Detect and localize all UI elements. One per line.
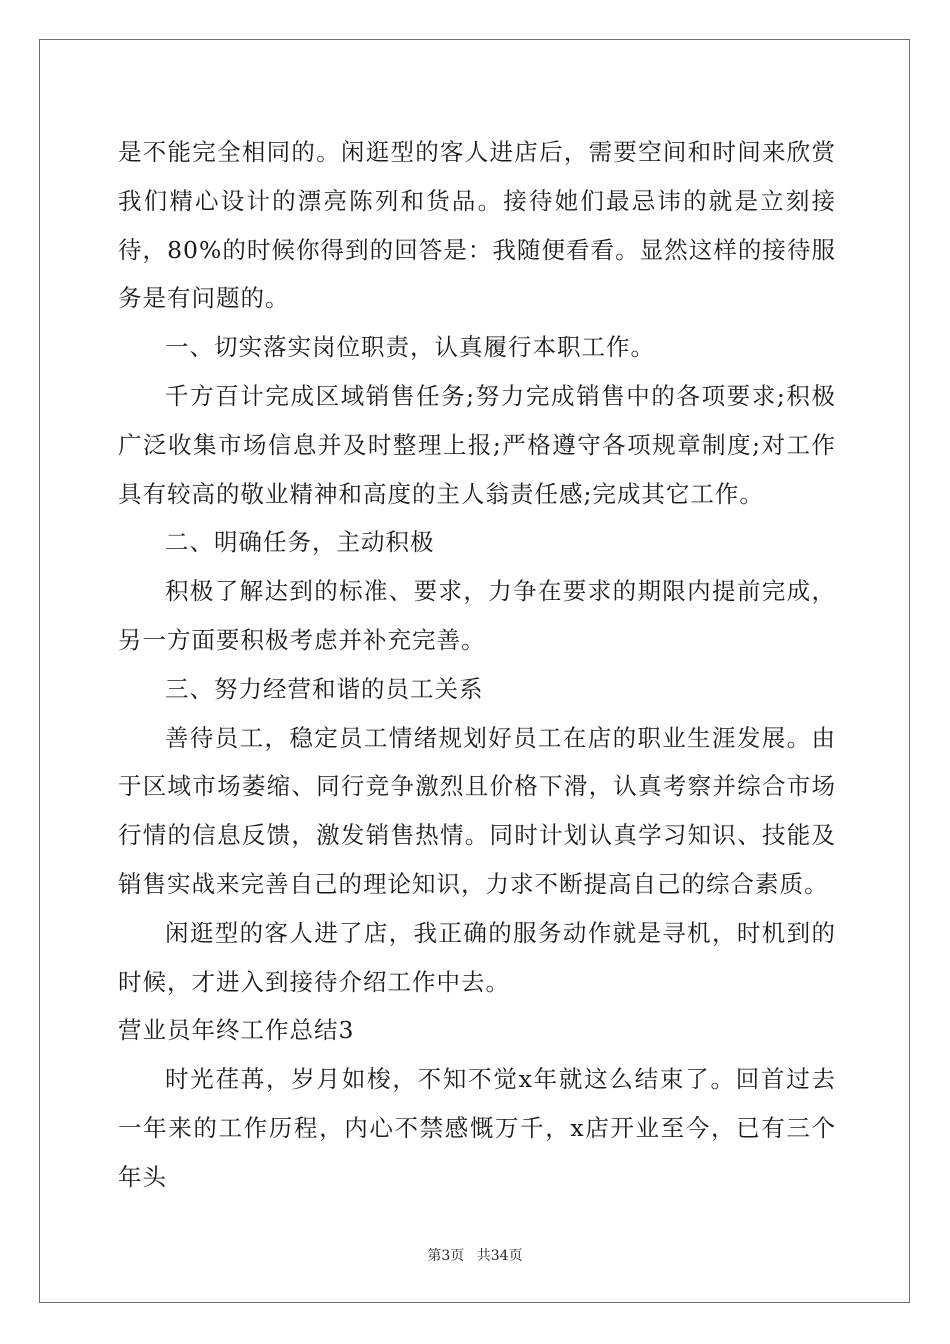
paragraph-tasks: 积极了解达到的标准、要求，力争在要求的期限内提前完成，另一方面要积极考虑并补充完善。: [118, 577, 836, 654]
paragraph-employees: 善待员工，稳定员工情绪规划好员工在店的职业生涯发展。由于区域市场萎缩、同行竞争激烈且价格下滑，认真考察并综合市场行情的信息反馈，激发销售热情。同时计划认真学习知识、技能及销售实战来完善自己的理论知识，力求不断提高自己的综合素质。: [118, 723, 836, 898]
paragraph-review: 时光荏苒，岁月如梭，不知不觉x年就这么结束了。回首过去一年来的工作历程，内心不禁感慨万千，x店开业至今，已有三个年头: [118, 1065, 836, 1191]
paragraph-continuation: 是不能完全相同的。闲逛型的客人进店后，需要空间和时间来欣赏我们精心设计的漂亮陈列和货品。接待她们最忌讳的就是立刻接待，80%的时候你得到的回答是：我随便看看。显然这样的接待服务是有问题的。: [118, 138, 836, 313]
section-heading-3: 三、努力经营和谐的员工关系: [165, 674, 484, 703]
page-footer: [0, 1245, 950, 1265]
document-section-title: 营业员年终工作总结3: [118, 1016, 355, 1045]
section-heading-1: 一、切实落实岗位职责，认真履行本职工作。: [165, 333, 655, 362]
page-total: 共34页: [476, 1248, 523, 1264]
document-body: [118, 128, 836, 1202]
paragraph-service: 闲逛型的客人进了店，我正确的服务动作就是寻机，时机到的时候，才进入到接待介绍工作中去。: [118, 918, 836, 996]
page-number: 第3页: [427, 1248, 465, 1264]
section-heading-2: 二、明确任务，主动积极: [165, 528, 435, 557]
paragraph-duties: 千方百计完成区域销售任务;努力完成销售中的各项要求;积极广泛收集市场信息并及时整理上报;严格遵守各项规章制度;对工作具有较高的敬业精神和高度的主人翁责任感;完成其它工作。: [118, 381, 836, 508]
